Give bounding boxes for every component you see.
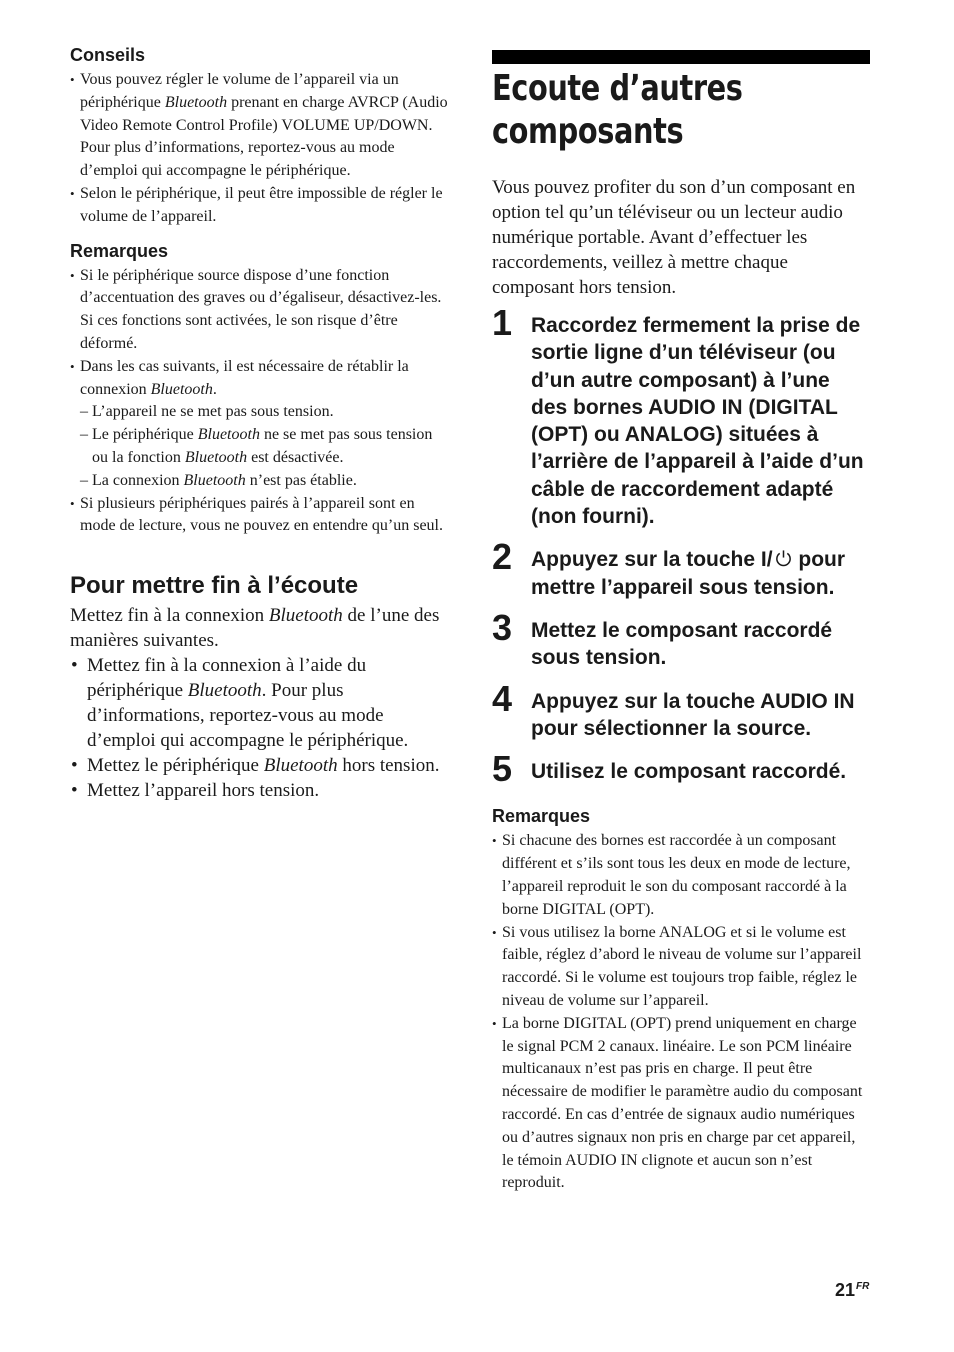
- list-item: [70, 69, 448, 183]
- text: Selon le périphérique, il peut être impossible de régler le volume de l’appareil.: [80, 184, 443, 225]
- steps-list: [492, 302, 870, 790]
- text: est désactivée.: [247, 448, 344, 466]
- step-text: Raccordez fermement la prise de sortie ligne d’un téléviseur (ou d’un autre composant) à l’une des bornes AUDIO IN (DIGITAL (OPT) ou ANALOG) situées à l’arrière de l’appareil à l’aide d’un câble de raccordement adapté (non fourni).: [531, 314, 864, 529]
- text: .: [212, 380, 217, 398]
- text: La connexion: [92, 471, 184, 489]
- text: Le périphérique: [92, 426, 198, 444]
- power-icon: [774, 549, 793, 568]
- tips-section: [70, 44, 448, 229]
- list-item: [70, 265, 448, 356]
- notes-list: [70, 265, 448, 539]
- step-2: [492, 536, 870, 601]
- text: Si le périphérique source dispose d’une fonction d’accentuation des graves ou d’égaliseur, désactivez-les. Si ces fonctions sont activées, le son risque d’être déformé.: [80, 266, 442, 352]
- intro-paragraph: Vous pouvez profiter du son d’un composant en option tel qu’un téléviseur ou un lecteur audio numérique portable. Avant d’effectuer les raccordements, veillez à mettre chaque composant hors tension.: [492, 177, 856, 298]
- page-title: [492, 67, 794, 153]
- bluetooth-term: Bluetooth: [164, 93, 228, 111]
- text: prenant en charge AVRCP (Audio Video Remote Control Profile) VOLUME UP/DOWN. Pour plus d’informations, reportez-vous au mode d’emploi qui accompagne le périphérique.: [80, 93, 448, 180]
- step-3: [492, 606, 870, 672]
- bluetooth-term: Bluetooth: [263, 755, 338, 777]
- text: . Pour plus d’informations, reportez-vous au mode d’emploi qui accompagne le périphérique.: [87, 680, 409, 752]
- tips-list: [70, 69, 448, 229]
- title-line: composants: [492, 111, 684, 152]
- right-column: [492, 50, 870, 1195]
- list-item: [70, 753, 448, 778]
- title-bar: [492, 50, 870, 64]
- step-text: [531, 546, 870, 601]
- text: Appuyez sur la touche I/: [531, 548, 773, 572]
- step-4: [492, 677, 870, 743]
- list-item: [70, 493, 448, 539]
- stop-listening-list: [70, 653, 448, 803]
- bluetooth-term: Bluetooth: [187, 680, 262, 702]
- sub-list-item: [80, 401, 448, 424]
- text: n’est pas établie.: [245, 471, 357, 489]
- sub-list-item: [80, 470, 448, 493]
- stop-listening-section: [70, 571, 448, 803]
- text: Dans les cas suivants, il est nécessaire de rétablir la connexion: [80, 357, 409, 398]
- page-number: [835, 1280, 869, 1301]
- list-item: [70, 653, 448, 753]
- text: Mettez fin à la connexion: [70, 605, 269, 627]
- stop-listening-intro: [70, 603, 448, 653]
- list-item: • Si vous utilisez la borne ANALOG et si le volume est faible, réglez d’abord le niveau de volume sur l’appareil raccordé. Si le volume est toujours trop faible, réglez le niveau de volume sur l’appareil.: [492, 922, 870, 1013]
- text: Mettez fin à la connexion à l’aide du périphérique: [87, 655, 367, 702]
- notes-list: [492, 830, 870, 1195]
- text: hors tension.: [337, 755, 440, 777]
- text: L’appareil ne se met pas sous tension.: [92, 403, 334, 421]
- bluetooth-term: Bluetooth: [197, 426, 260, 444]
- bluetooth-term: Bluetooth: [268, 605, 343, 627]
- text: Mettez le périphérique: [87, 755, 264, 777]
- sub-list-item: [80, 424, 448, 470]
- step-1: [492, 302, 870, 530]
- bluetooth-term: Bluetooth: [184, 448, 248, 466]
- step-number: 1: [492, 302, 513, 343]
- text: Vous pouvez régler le volume de l’appareil via un périphérique: [80, 71, 399, 111]
- language-code: FR: [856, 1281, 870, 1292]
- stop-listening-heading: Pour mettre fin à l’écoute: [70, 572, 359, 600]
- sub-list: [80, 401, 448, 492]
- step-number: 3: [492, 606, 513, 648]
- bluetooth-term: Bluetooth: [150, 380, 213, 398]
- step-text: Appuyez sur la touche AUDIO IN pour sélectionner la source.: [531, 689, 855, 740]
- bluetooth-term: Bluetooth: [183, 471, 246, 489]
- notes-section: [492, 805, 870, 1195]
- tips-heading: Conseils: [70, 45, 146, 65]
- list-item: [70, 778, 448, 803]
- step-5: [492, 748, 870, 790]
- title-line: Ecoute d’autres: [492, 68, 743, 109]
- step-number: 5: [492, 748, 513, 790]
- list-item: • La borne DIGITAL (OPT) prend uniquement en charge le signal PCM 2 canaux. linéaire. Le son PCM linéaire multicanaux n’est pas pris en charge. Il peut être nécessaire de modifier le paramètre audio du composant raccordé. En cas d’entrée de signaux audio numériques ou d’autres signaux non pris en charge par cet appareil, le témoin AUDIO IN clignote et aucun son n’est reproduit.: [492, 1013, 870, 1195]
- step-number: 2: [492, 536, 513, 578]
- text: ne se met pas sous tension ou la fonction: [92, 426, 433, 466]
- list-item: • Si chacune des bornes est raccordée à un composant différent et s’ils sont tous les deux en mode de lecture, l’appareil reproduit le son du composant raccordé à la borne DIGITAL (OPT).: [492, 830, 870, 921]
- step-text: Mettez le composant raccordé sous tension.: [531, 618, 833, 670]
- step-text: Utilisez le composant raccordé.: [531, 760, 847, 784]
- left-column: [70, 44, 448, 803]
- text: de l’une des manières suivantes.: [70, 605, 440, 652]
- notes-heading: Remarques: [70, 240, 169, 261]
- text: pour mettre l’appareil sous tension.: [531, 548, 846, 599]
- page-number-value: 21: [835, 1280, 856, 1300]
- step-number: 4: [492, 677, 513, 719]
- notes-heading: Remarques: [492, 806, 591, 827]
- text: Si plusieurs périphériques pairés à l’appareil sont en mode de lecture, vous ne pouvez en entendre qu’un seul.: [80, 494, 443, 535]
- text: Mettez l’appareil hors tension.: [87, 780, 320, 802]
- notes-section: [70, 240, 448, 539]
- list-item: [70, 183, 448, 229]
- list-item: [70, 356, 448, 493]
